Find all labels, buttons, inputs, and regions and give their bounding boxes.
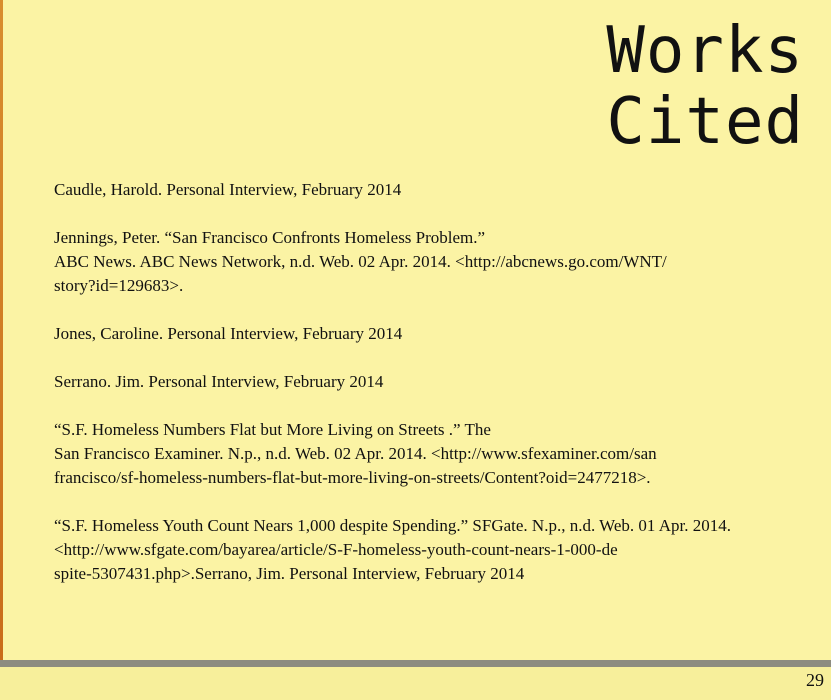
- citation-line: “S.F. Homeless Numbers Flat but More Living on Streets .” The: [54, 420, 491, 439]
- title-line-2: Cited: [606, 85, 804, 159]
- citation-line: Caudle, Harold. Personal Interview, February 2014: [54, 180, 402, 199]
- title-line-1: Works: [606, 14, 804, 88]
- bottom-divider-bar: [0, 660, 831, 667]
- citation-entry-2: [54, 226, 814, 298]
- works-cited-list: [54, 178, 814, 610]
- citation-line: spite-5307431.php>.Serrano, Jim. Personal Interview, February 2014: [54, 564, 525, 583]
- page-number: 29: [806, 670, 824, 690]
- citation-entry-5: [54, 418, 814, 490]
- citation-entry-1: [54, 178, 814, 202]
- citation-line: <http://www.sfgate.com/bayarea/article/S-F-homeless-youth-count-nears-1-000-de: [54, 540, 618, 559]
- citation-entry-6: [54, 514, 814, 586]
- citation-line: Jennings, Peter. “San Francisco Confronts Homeless Problem.”: [54, 228, 486, 247]
- footer-strip: [0, 667, 831, 700]
- page-title: [606, 16, 804, 158]
- citation-line: “S.F. Homeless Youth Count Nears 1,000 despite Spending.” SFGate. N.p., n.d. Web. 01 Apr. 2014.: [54, 516, 731, 535]
- citation-line: San Francisco Examiner. N.p., n.d. Web. 02 Apr. 2014. <http://www.sfexaminer.com/san: [54, 444, 657, 463]
- left-edge-accent: [0, 0, 3, 660]
- citation-entry-3: [54, 322, 814, 346]
- citation-line: Serrano. Jim. Personal Interview, February 2014: [54, 372, 384, 391]
- citation-entry-4: [54, 370, 814, 394]
- citation-line: francisco/sf-homeless-numbers-flat-but-more-living-on-streets/Content?oid=2477218>.: [54, 468, 651, 487]
- citation-line: story?id=129683>.: [54, 276, 184, 295]
- citation-line: Jones, Caroline. Personal Interview, February 2014: [54, 324, 403, 343]
- citation-line: ABC News. ABC News Network, n.d. Web. 02 Apr. 2014. <http://abcnews.go.com/WNT/: [54, 252, 667, 271]
